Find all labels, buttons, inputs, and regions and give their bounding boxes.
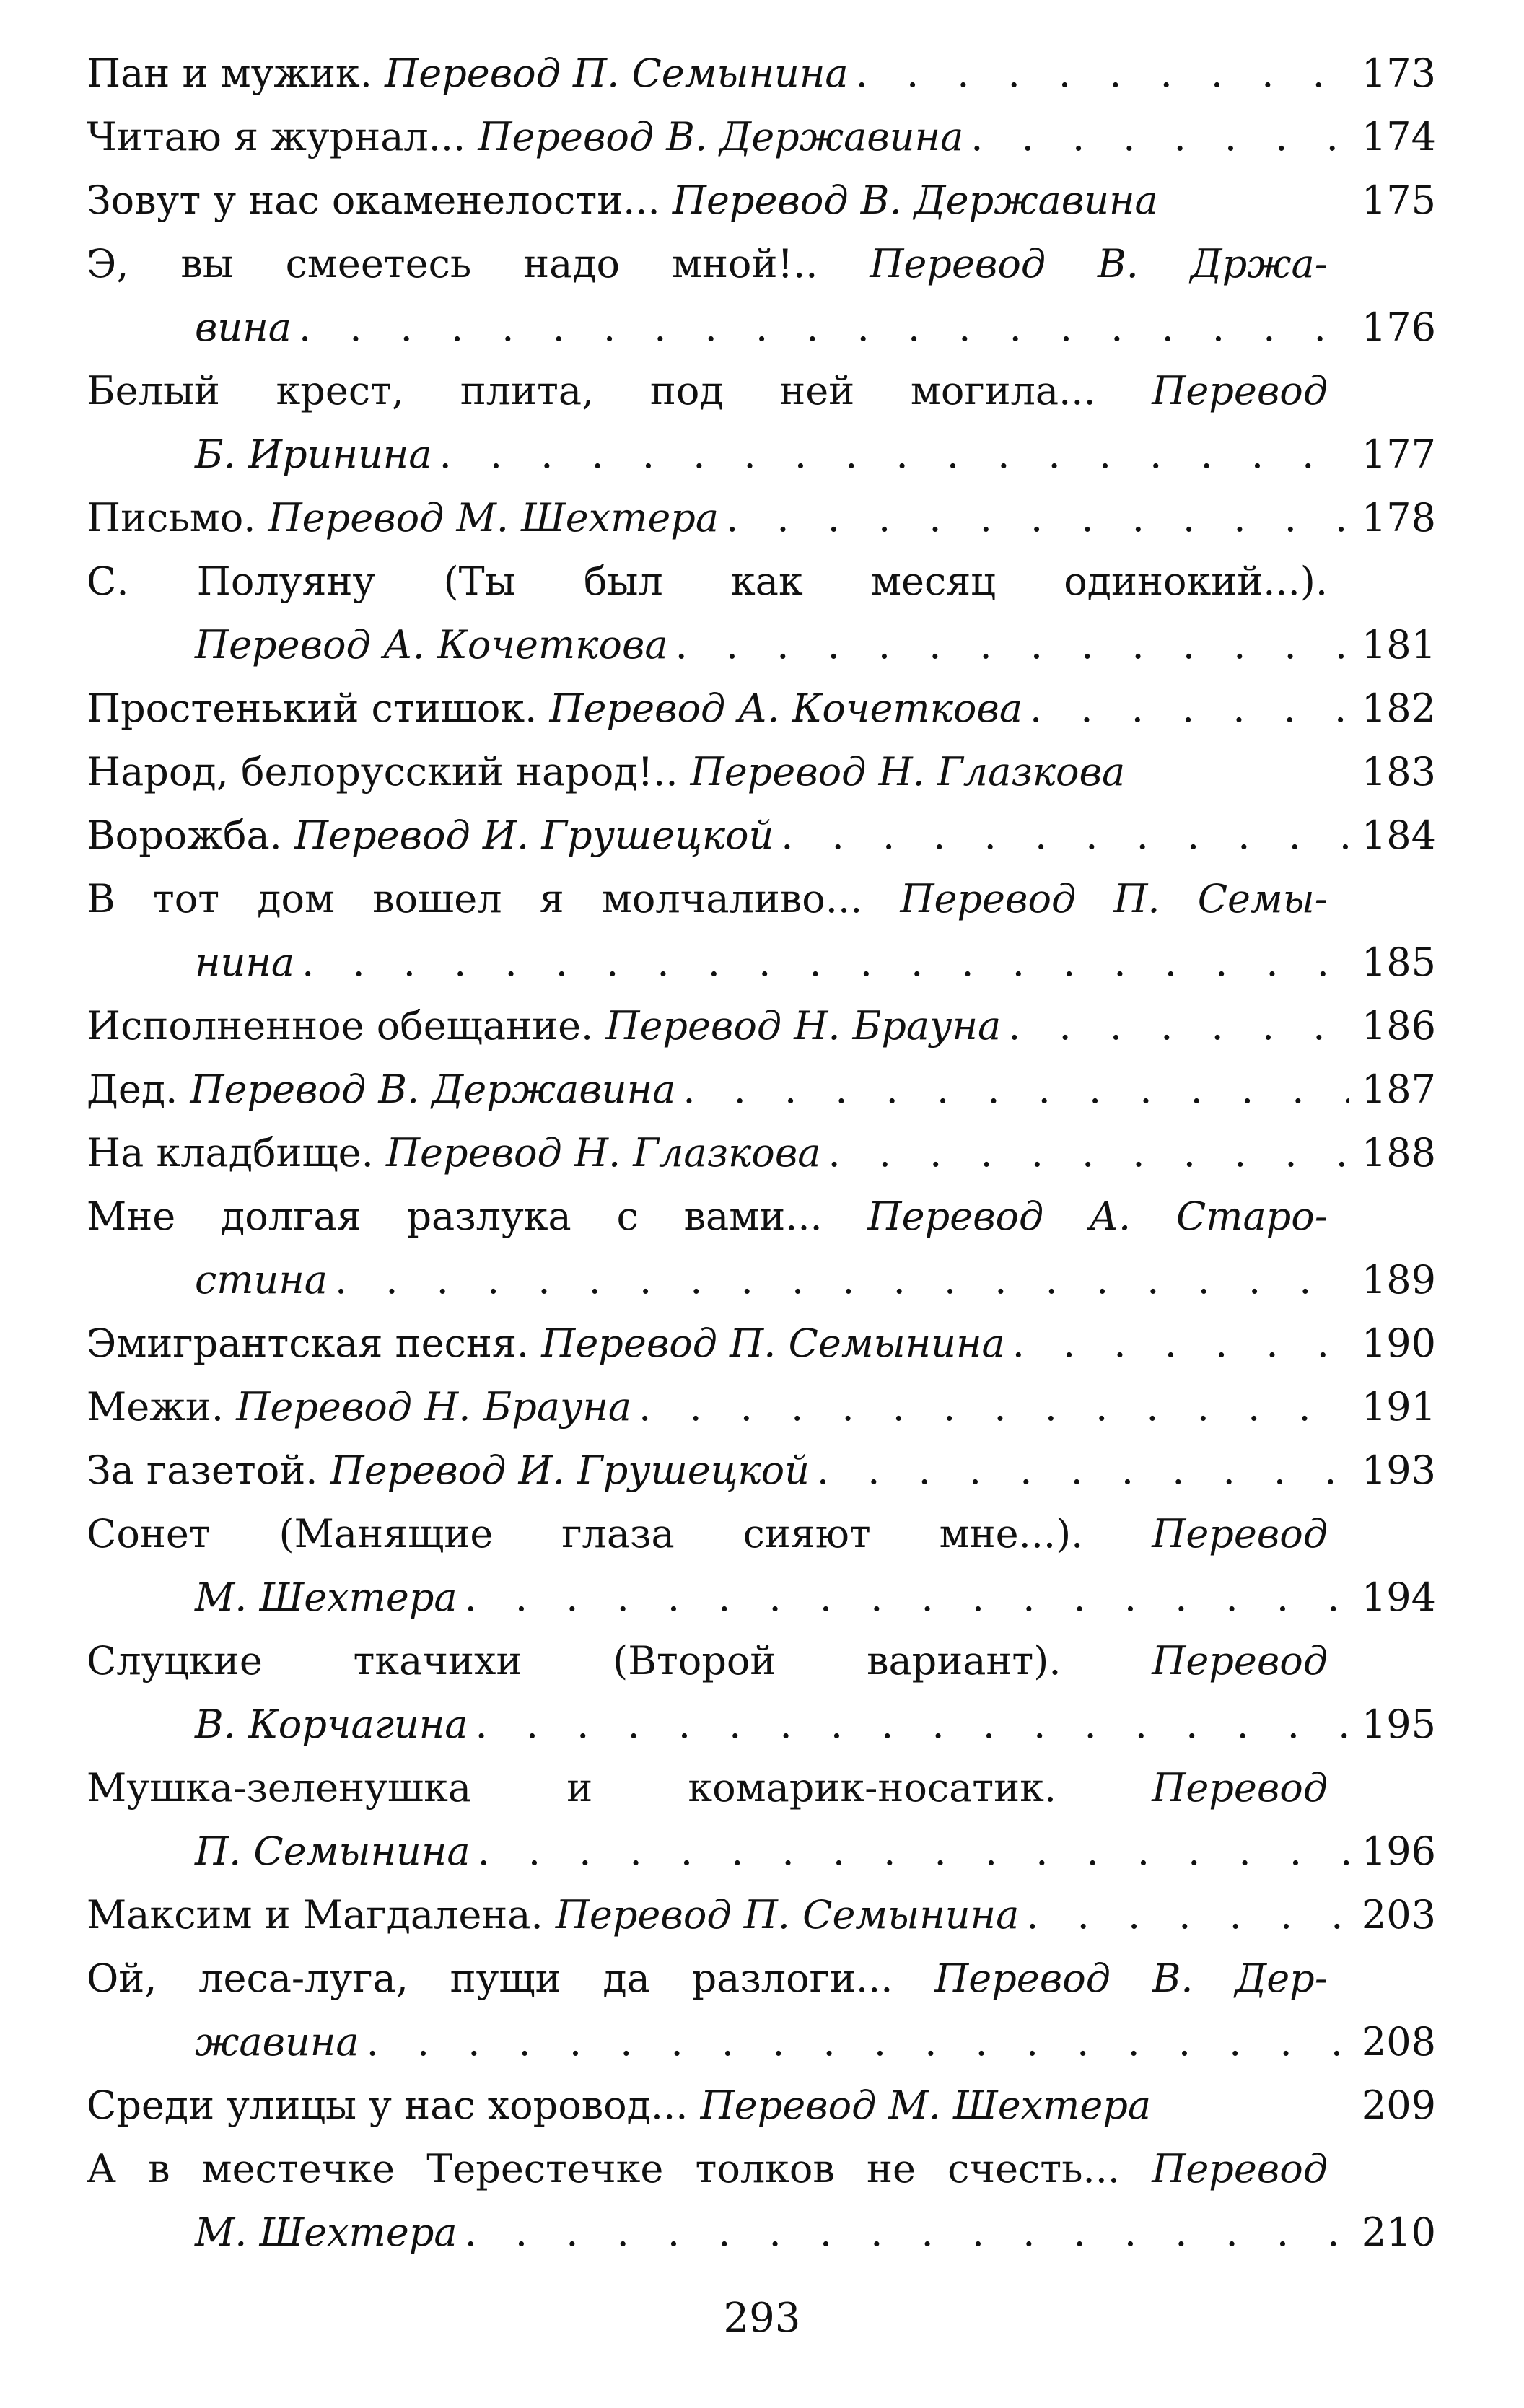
entry-credit-continued: жавина xyxy=(195,2019,359,2065)
entry-title: Среди улицы у нас хоровод... xyxy=(87,2083,688,2128)
entry-title: Пан и мужик. xyxy=(87,51,372,96)
entry-credit: Перевод Н. Брауна xyxy=(236,1384,632,1430)
toc-entry-line xyxy=(87,1121,1436,1185)
toc-entry-continuation xyxy=(87,1820,1436,1883)
toc-entry xyxy=(87,1375,1436,1439)
entry-credit: Перевод Н. Глазкова xyxy=(385,1130,821,1175)
entry-title: На кладбище. xyxy=(87,1130,374,1175)
entry-credit: Перевод В. Державина xyxy=(478,114,964,159)
entry-credit: Перевод М. Шехтера xyxy=(268,495,719,540)
entry-title: Народ, белорусский народ!.. xyxy=(87,749,678,794)
entry-title: Эмигрантская песня. xyxy=(87,1321,530,1366)
entry-page-number: 193 xyxy=(1361,1448,1436,1493)
table-of-contents xyxy=(87,42,1436,2264)
entry-credit: Перевод А. Старо- xyxy=(867,1194,1328,1239)
toc-entry xyxy=(87,740,1436,804)
leader-dots xyxy=(675,1058,1349,1121)
toc-entry xyxy=(87,1185,1436,1312)
leader-dots xyxy=(1001,994,1349,1058)
toc-entry-continuation xyxy=(87,1248,1436,1312)
toc-entry xyxy=(87,1947,1436,2074)
entry-page-number: 189 xyxy=(1361,1257,1436,1302)
leader-dots xyxy=(820,1121,1349,1185)
entry-page-number: 181 xyxy=(1361,622,1436,667)
toc-entry-line xyxy=(87,232,1328,296)
footer-page-number: 293 xyxy=(723,2295,801,2342)
toc-entry-line xyxy=(87,1629,1328,1693)
leader-dots xyxy=(963,105,1349,169)
entry-credit-continued: стина xyxy=(195,1257,328,1302)
entry-page-number: 177 xyxy=(1361,432,1436,477)
leader-dots xyxy=(468,1693,1349,1756)
toc-entry xyxy=(87,994,1436,1058)
entry-page-number: 173 xyxy=(1361,51,1436,96)
entry-credit: Перевод В. Дер- xyxy=(934,1956,1328,2001)
entry-credit: Перевод xyxy=(1152,2146,1328,2192)
toc-entry-line xyxy=(87,740,1436,804)
entry-credit: Перевод В. Држа- xyxy=(870,241,1328,286)
leader-dots xyxy=(810,1439,1349,1502)
toc-entry xyxy=(87,1058,1436,1121)
entry-credit: Перевод И. Грушецкой xyxy=(294,813,774,858)
toc-entry xyxy=(87,550,1436,677)
entry-credit: Перевод xyxy=(1152,368,1328,413)
leader-dots xyxy=(719,486,1349,550)
toc-entry xyxy=(87,1121,1436,1185)
toc-entry xyxy=(87,1502,1436,1629)
toc-entry-continuation xyxy=(87,613,1436,677)
leader-dots xyxy=(457,1566,1349,1629)
toc-entry-line xyxy=(87,359,1328,423)
entry-credit: Перевод И. Грушецкой xyxy=(330,1448,810,1493)
entry-credit: Перевод В. Державина xyxy=(190,1067,676,1112)
toc-entry xyxy=(87,1756,1436,1883)
leader-dots xyxy=(849,42,1349,105)
toc-entry-line xyxy=(87,867,1328,931)
entry-credit-continued: нина xyxy=(195,940,295,985)
toc-entry xyxy=(87,804,1436,867)
toc-entry xyxy=(87,486,1436,550)
toc-entry xyxy=(87,867,1436,994)
entry-page-number: 187 xyxy=(1361,1067,1436,1112)
toc-entry-line xyxy=(87,105,1436,169)
toc-entry-line xyxy=(87,1312,1436,1375)
entry-page-number: 183 xyxy=(1361,749,1436,794)
entry-page-number: 210 xyxy=(1361,2210,1436,2255)
toc-entry-continuation xyxy=(87,2201,1436,2264)
entry-page-number: 191 xyxy=(1361,1384,1436,1430)
entry-title: Максим и Магдалена. xyxy=(87,1892,543,1938)
leader-dots xyxy=(457,2201,1349,2264)
leader-dots xyxy=(294,931,1349,994)
entry-credit: Перевод В. Державина xyxy=(672,178,1158,223)
toc-entry-line xyxy=(87,550,1328,613)
toc-entry-continuation xyxy=(87,296,1436,359)
entry-title: С. Полуяну (Ты был как месяц одинокий...). xyxy=(87,559,1328,604)
toc-entry xyxy=(87,232,1436,359)
leader-dots xyxy=(1019,1883,1349,1947)
toc-entry-continuation xyxy=(87,2010,1436,2074)
entry-page-number: 178 xyxy=(1361,495,1436,540)
entry-credit: Перевод П. Семынина xyxy=(385,51,849,96)
entry-page-number: 190 xyxy=(1361,1321,1436,1366)
entry-page-number: 175 xyxy=(1361,178,1436,223)
toc-entry xyxy=(87,677,1436,740)
entry-page-number: 209 xyxy=(1361,2083,1436,2128)
entry-credit-continued: М. Шехтера xyxy=(195,1575,457,1620)
toc-entry-line xyxy=(87,1375,1436,1439)
entry-title: Слуцкие ткачихи (Второй вариант). xyxy=(87,1638,1061,1684)
entry-credit: Перевод П. Семы- xyxy=(900,876,1328,921)
toc-entry xyxy=(87,169,1436,232)
entry-credit: Перевод А. Кочеткова xyxy=(549,686,1023,731)
toc-entry-continuation xyxy=(87,1693,1436,1756)
toc-entry-line xyxy=(87,994,1436,1058)
entry-title: Ой, леса-луга, пущи да разлоги... xyxy=(87,1956,893,2001)
entry-title: Простенький стишок. xyxy=(87,686,538,731)
toc-entry xyxy=(87,2074,1436,2137)
toc-entry-line xyxy=(87,2074,1436,2137)
leader-dots xyxy=(328,1248,1349,1312)
entry-credit-continued: В. Корчагина xyxy=(195,1702,468,1747)
entry-page-number: 203 xyxy=(1361,1892,1436,1938)
entry-credit: Перевод Н. Глазкова xyxy=(690,749,1126,794)
toc-entry-continuation xyxy=(87,931,1436,994)
entry-credit: Перевод П. Семынина xyxy=(541,1321,1005,1366)
leader-dots xyxy=(1005,1312,1349,1375)
leader-dots xyxy=(631,1375,1349,1439)
entry-title: Зовут у нас окаменелости... xyxy=(87,178,660,223)
leader-dots xyxy=(432,423,1349,486)
entry-title: Межи. xyxy=(87,1384,224,1430)
toc-entry xyxy=(87,359,1436,486)
leader-dots xyxy=(774,804,1349,867)
toc-entry xyxy=(87,105,1436,169)
leader-dots xyxy=(1022,677,1349,740)
toc-entry-line xyxy=(87,2137,1328,2201)
toc-entry-line xyxy=(87,42,1436,105)
entry-title: Сонет (Манящие глаза сияют мне...). xyxy=(87,1511,1084,1557)
toc-entry-line xyxy=(87,1947,1328,2010)
toc-entry xyxy=(87,2137,1436,2264)
leader-dots xyxy=(470,1820,1349,1883)
entry-title: Ворожба. xyxy=(87,813,282,858)
entry-title: Письмо. xyxy=(87,495,256,540)
entry-page-number: 185 xyxy=(1361,940,1436,985)
toc-entry-continuation xyxy=(87,423,1436,486)
toc-entry-line xyxy=(87,1058,1436,1121)
entry-credit-continued: Б. Иринина xyxy=(195,432,432,477)
entry-page-number: 176 xyxy=(1361,305,1436,350)
entry-credit: Перевод М. Шехтера xyxy=(700,2083,1152,2128)
toc-entry xyxy=(87,42,1436,105)
toc-entry-line xyxy=(87,804,1436,867)
leader-dots xyxy=(668,613,1349,677)
entry-title: За газетой. xyxy=(87,1448,318,1493)
entry-page-number: 188 xyxy=(1361,1130,1436,1175)
leader-dots xyxy=(359,2010,1349,2074)
entry-page-number: 196 xyxy=(1361,1829,1436,1874)
entry-credit: Перевод Н. Брауна xyxy=(605,1003,1002,1048)
entry-title: Мне долгая разлука с вами... xyxy=(87,1194,823,1239)
toc-entry-line xyxy=(87,1185,1328,1248)
entry-page-number: 194 xyxy=(1361,1575,1436,1620)
entry-title: Белый крест, плита, под ней могила... xyxy=(87,368,1096,413)
entry-title: Дед. xyxy=(87,1067,178,1112)
toc-entry-line xyxy=(87,486,1436,550)
toc-entry-continuation xyxy=(87,1566,1436,1629)
entry-credit: Перевод П. Семынина xyxy=(555,1892,1020,1938)
entry-page-number: 195 xyxy=(1361,1702,1436,1747)
entry-title: А в местечке Терестечке толков не счесть... xyxy=(87,2146,1121,2192)
entry-title: В тот дом вошел я молчаливо... xyxy=(87,876,863,921)
entry-page-number: 186 xyxy=(1361,1003,1436,1048)
toc-entry-line xyxy=(87,169,1436,232)
toc-entry xyxy=(87,1312,1436,1375)
leader-dots xyxy=(292,296,1349,359)
toc-entry-line xyxy=(87,1883,1436,1947)
toc-entry xyxy=(87,1883,1436,1947)
entry-page-number: 174 xyxy=(1361,114,1436,159)
entry-title: Читаю я журнал... xyxy=(87,114,466,159)
entry-credit-continued: вина xyxy=(195,305,292,350)
entry-credit-continued: М. Шехтера xyxy=(195,2210,457,2255)
entry-page-number: 184 xyxy=(1361,813,1436,858)
entry-title: Э, вы смеетесь надо мной!.. xyxy=(87,241,818,286)
entry-page-number: 182 xyxy=(1361,686,1436,731)
entry-credit: Перевод xyxy=(1152,1511,1328,1557)
entry-credit-continued: П. Семынина xyxy=(195,1829,470,1874)
entry-title: Мушка-зеленушка и комарик-носатик. xyxy=(87,1765,1057,1811)
entry-page-number: 208 xyxy=(1361,2019,1436,2065)
toc-entry-line xyxy=(87,677,1436,740)
entry-credit-continued: Перевод А. Кочеткова xyxy=(195,622,668,667)
toc-entry-line xyxy=(87,1439,1436,1502)
entry-credit: Перевод xyxy=(1152,1638,1328,1684)
toc-entry-line xyxy=(87,1502,1328,1566)
entry-credit: Перевод xyxy=(1152,1765,1328,1811)
entry-title: Исполненное обещание. xyxy=(87,1003,594,1048)
toc-entry-line xyxy=(87,1756,1328,1820)
toc-entry xyxy=(87,1439,1436,1502)
toc-entry xyxy=(87,1629,1436,1756)
